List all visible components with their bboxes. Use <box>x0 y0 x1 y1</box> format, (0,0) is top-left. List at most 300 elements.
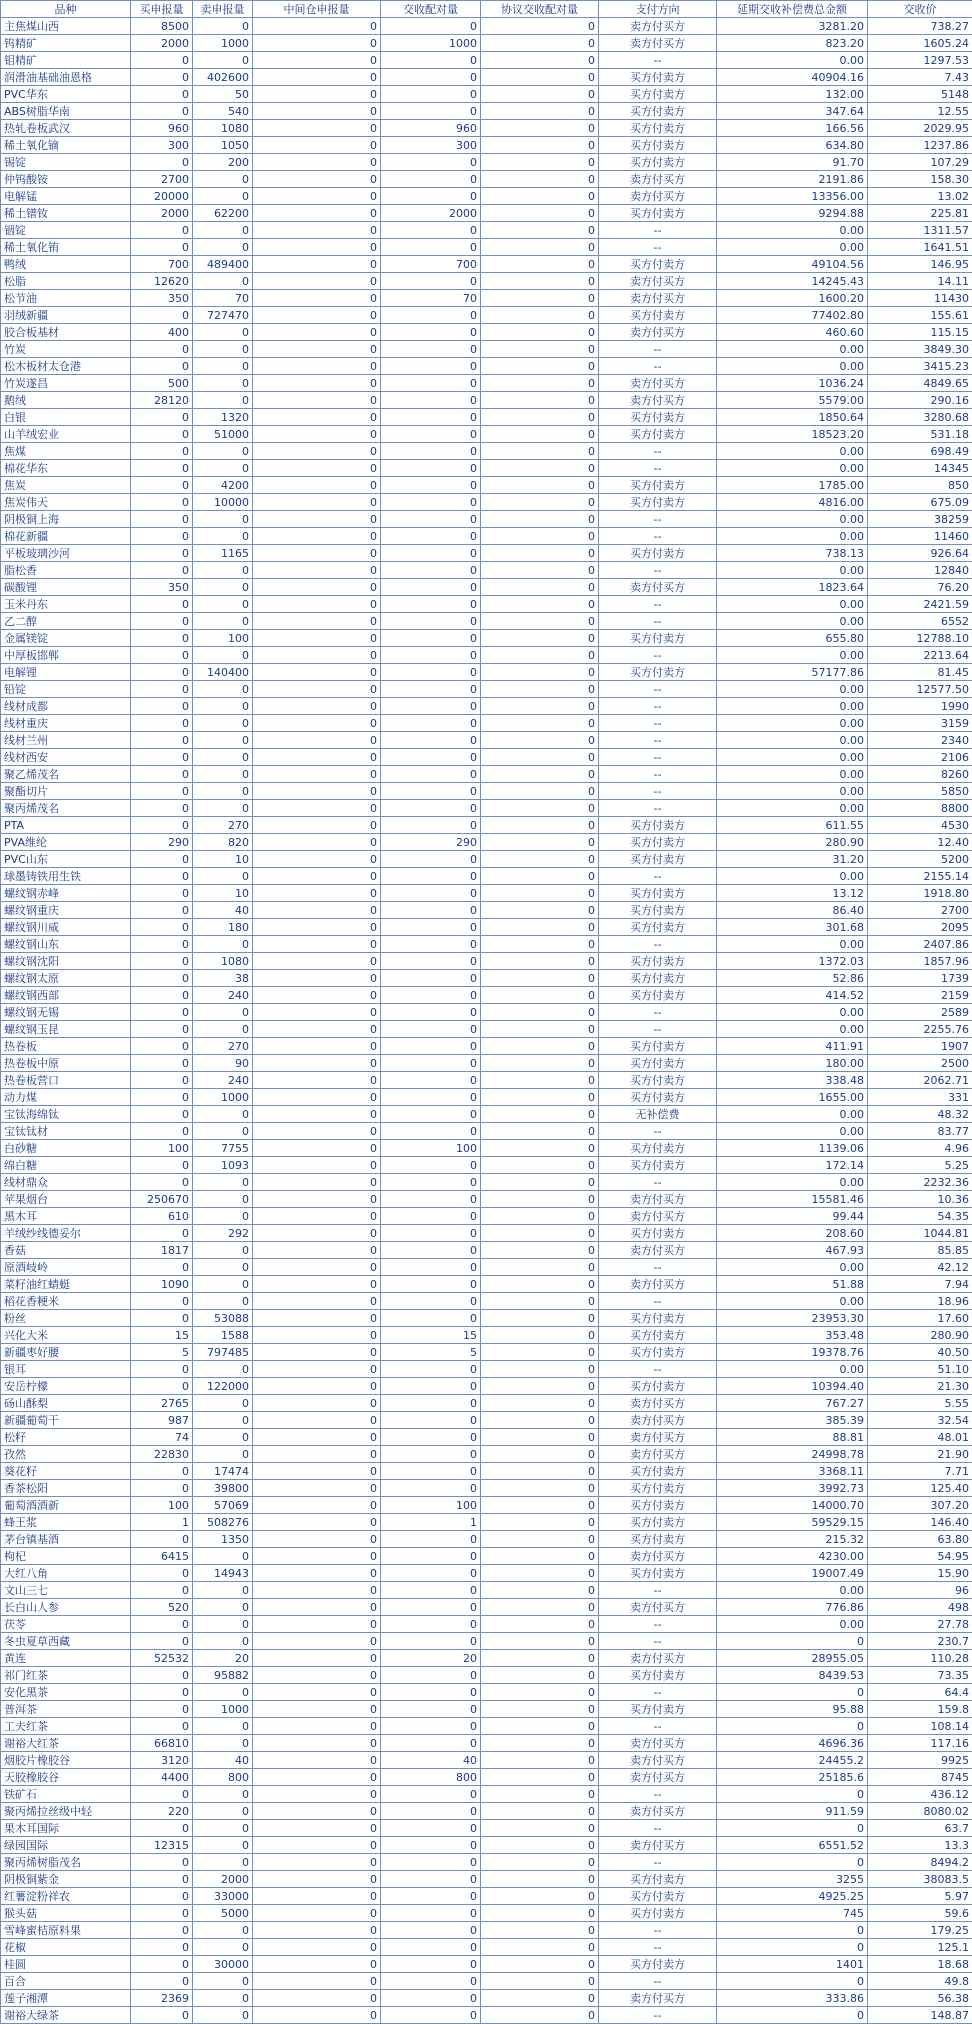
cell-agreement-qty: 0 <box>481 1225 599 1242</box>
cell-settlement-price: 531.18 <box>868 426 972 443</box>
cell-mid-qty: 0 <box>253 970 381 987</box>
cell-sell-qty: 0 <box>193 1208 253 1225</box>
cell-agreement-qty: 0 <box>481 1038 599 1055</box>
cell-compensation-total: 0 <box>717 1854 868 1871</box>
cell-settlement-price: 146.40 <box>868 1514 972 1531</box>
cell-pay-direction: 买方付卖方 <box>599 1344 717 1361</box>
cell-agreement-qty: 0 <box>481 1684 599 1701</box>
cell-buy-qty: 2765 <box>131 1395 193 1412</box>
cell-agreement-qty: 0 <box>481 460 599 477</box>
cell-sell-qty: 10000 <box>193 494 253 511</box>
cell-agreement-qty: 0 <box>481 851 599 868</box>
cell-buy-qty: 5 <box>131 1344 193 1361</box>
cell-buy-qty: 0 <box>131 1684 193 1701</box>
cell-pay-direction: 买方付卖方 <box>599 987 717 1004</box>
cell-pay-direction: -- <box>599 1021 717 1038</box>
cell-match-qty: 0 <box>381 1905 481 1922</box>
cell-match-qty: 0 <box>381 1548 481 1565</box>
cell-pay-direction: -- <box>599 2007 717 2024</box>
cell-agreement-qty: 0 <box>481 171 599 188</box>
cell-sell-qty: 240 <box>193 987 253 1004</box>
cell-match-qty: 0 <box>381 1174 481 1191</box>
cell-pay-direction: 卖方付买方 <box>599 579 717 596</box>
cell-agreement-qty: 0 <box>481 137 599 154</box>
cell-pay-direction: 买方付卖方 <box>599 103 717 120</box>
cell-settlement-price: 1907 <box>868 1038 972 1055</box>
cell-settlement-price: 675.09 <box>868 494 972 511</box>
cell-sell-qty: 0 <box>193 562 253 579</box>
cell-compensation-total: 0.00 <box>717 1582 868 1599</box>
cell-variety: 中厚板邯郸 <box>1 647 131 664</box>
cell-match-qty: 0 <box>381 426 481 443</box>
cell-agreement-qty: 0 <box>481 528 599 545</box>
cell-pay-direction: 买方付卖方 <box>599 137 717 154</box>
cell-sell-qty: 33000 <box>193 1888 253 1905</box>
cell-variety: 松节油 <box>1 290 131 307</box>
cell-buy-qty: 0 <box>131 732 193 749</box>
cell-buy-qty: 0 <box>131 222 193 239</box>
cell-agreement-qty: 0 <box>481 647 599 664</box>
cell-settlement-price: 125.40 <box>868 1480 972 1497</box>
cell-settlement-price: 18.68 <box>868 1956 972 1973</box>
cell-settlement-price: 117.16 <box>868 1735 972 1752</box>
table-row <box>1 1276 972 1293</box>
cell-compensation-total: 738.13 <box>717 545 868 562</box>
cell-match-qty: 0 <box>381 2007 481 2024</box>
table-row <box>1 1021 972 1038</box>
table-body <box>1 18 972 2024</box>
cell-compensation-total: 347.64 <box>717 103 868 120</box>
table-row <box>1 1225 972 1242</box>
table-row <box>1 1412 972 1429</box>
cell-mid-qty: 0 <box>253 1378 381 1395</box>
cell-variety: 砀山酥梨 <box>1 1395 131 1412</box>
cell-buy-qty: 400 <box>131 324 193 341</box>
cell-pay-direction: 卖方付买方 <box>599 1191 717 1208</box>
cell-settlement-price: 85.85 <box>868 1242 972 1259</box>
cell-pay-direction: 买方付卖方 <box>599 1480 717 1497</box>
table-row <box>1 1973 972 1990</box>
cell-match-qty: 0 <box>381 1429 481 1446</box>
cell-match-qty: 290 <box>381 834 481 851</box>
table-row <box>1 885 972 902</box>
cell-match-qty: 0 <box>381 222 481 239</box>
cell-variety: 电解锂 <box>1 664 131 681</box>
cell-variety: 螺纹钢沈阳 <box>1 953 131 970</box>
cell-variety: 线材西安 <box>1 749 131 766</box>
cell-agreement-qty: 0 <box>481 154 599 171</box>
cell-variety: 原酒岐岭 <box>1 1259 131 1276</box>
cell-buy-qty: 0 <box>131 86 193 103</box>
cell-buy-qty: 0 <box>131 1310 193 1327</box>
cell-variety: 螺纹钢重庆 <box>1 902 131 919</box>
cell-sell-qty: 0 <box>193 1191 253 1208</box>
cell-agreement-qty: 0 <box>481 273 599 290</box>
cell-sell-qty: 0 <box>193 1837 253 1854</box>
cell-mid-qty: 0 <box>253 1752 381 1769</box>
table-row <box>1 137 972 154</box>
cell-buy-qty: 12315 <box>131 1837 193 1854</box>
cell-variety: 螺纹钢川威 <box>1 919 131 936</box>
cell-settlement-price: 14345 <box>868 460 972 477</box>
cell-buy-qty: 0 <box>131 1293 193 1310</box>
cell-match-qty: 0 <box>381 358 481 375</box>
cell-agreement-qty: 0 <box>481 698 599 715</box>
cell-pay-direction: -- <box>599 443 717 460</box>
cell-settlement-price: 179.25 <box>868 1922 972 1939</box>
cell-buy-qty: 0 <box>131 1820 193 1837</box>
cell-buy-qty: 6415 <box>131 1548 193 1565</box>
cell-variety: 桂圆 <box>1 1956 131 1973</box>
cell-pay-direction: 买方付卖方 <box>599 1956 717 1973</box>
cell-agreement-qty: 0 <box>481 1803 599 1820</box>
cell-settlement-price: 1990 <box>868 698 972 715</box>
table-row <box>1 1361 972 1378</box>
cell-compensation-total: 0.00 <box>717 341 868 358</box>
cell-mid-qty: 0 <box>253 936 381 953</box>
cell-pay-direction: 卖方付买方 <box>599 273 717 290</box>
cell-match-qty: 0 <box>381 1276 481 1293</box>
cell-agreement-qty: 0 <box>481 256 599 273</box>
cell-compensation-total: 0.00 <box>717 52 868 69</box>
cell-match-qty: 0 <box>381 341 481 358</box>
cell-compensation-total: 8439.53 <box>717 1667 868 1684</box>
cell-buy-qty: 0 <box>131 1463 193 1480</box>
cell-settlement-price: 2159 <box>868 987 972 1004</box>
cell-variety: 竹炭 <box>1 341 131 358</box>
cell-variety: 绵白糖 <box>1 1157 131 1174</box>
cell-pay-direction: -- <box>599 800 717 817</box>
cell-settlement-price: 926.64 <box>868 545 972 562</box>
col-header-pay-direction: 支付方向 <box>599 1 717 18</box>
cell-sell-qty: 40 <box>193 1752 253 1769</box>
cell-pay-direction: 卖方付买方 <box>599 1599 717 1616</box>
cell-match-qty: 0 <box>381 494 481 511</box>
cell-pay-direction: -- <box>599 222 717 239</box>
cell-settlement-price: 2700 <box>868 902 972 919</box>
cell-variety: 热卷板营口 <box>1 1072 131 1089</box>
cell-match-qty: 0 <box>381 1973 481 1990</box>
cell-mid-qty: 0 <box>253 154 381 171</box>
cell-match-qty: 0 <box>381 1055 481 1072</box>
cell-buy-qty: 0 <box>131 426 193 443</box>
cell-compensation-total: 467.93 <box>717 1242 868 1259</box>
cell-compensation-total: 0.00 <box>717 443 868 460</box>
cell-pay-direction: -- <box>599 681 717 698</box>
cell-buy-qty: 290 <box>131 834 193 851</box>
cell-variety: 聚丙烯茂名 <box>1 800 131 817</box>
table-row <box>1 1922 972 1939</box>
table-row <box>1 800 972 817</box>
cell-agreement-qty: 0 <box>481 868 599 885</box>
cell-mid-qty: 0 <box>253 1242 381 1259</box>
cell-mid-qty: 0 <box>253 1225 381 1242</box>
cell-sell-qty: 0 <box>193 1616 253 1633</box>
cell-sell-qty: 0 <box>193 1259 253 1276</box>
table-row <box>1 1327 972 1344</box>
cell-match-qty: 0 <box>381 1582 481 1599</box>
cell-settlement-price: 125.1 <box>868 1939 972 1956</box>
table-row <box>1 1072 972 1089</box>
cell-match-qty: 800 <box>381 1769 481 1786</box>
cell-buy-qty: 2369 <box>131 1990 193 2007</box>
cell-agreement-qty: 0 <box>481 1752 599 1769</box>
cell-settlement-price: 1237.86 <box>868 137 972 154</box>
cell-settlement-price: 2232.36 <box>868 1174 972 1191</box>
cell-match-qty: 0 <box>381 18 481 35</box>
cell-match-qty: 0 <box>381 953 481 970</box>
cell-settlement-price: 12788.10 <box>868 630 972 647</box>
cell-match-qty: 0 <box>381 579 481 596</box>
cell-settlement-price: 56.38 <box>868 1990 972 2007</box>
cell-variety: 松木板材太仓港 <box>1 358 131 375</box>
cell-variety: 红薯淀粉祥农 <box>1 1888 131 1905</box>
cell-mid-qty: 0 <box>253 1735 381 1752</box>
cell-variety: 焦煤 <box>1 443 131 460</box>
cell-mid-qty: 0 <box>253 1820 381 1837</box>
col-header-agreement-qty: 协议交收配对量 <box>481 1 599 18</box>
table-row <box>1 1735 972 1752</box>
cell-sell-qty: 0 <box>193 1293 253 1310</box>
cell-mid-qty: 0 <box>253 1667 381 1684</box>
cell-pay-direction: 买方付卖方 <box>599 834 717 851</box>
cell-buy-qty: 0 <box>131 902 193 919</box>
cell-sell-qty: 0 <box>193 443 253 460</box>
cell-agreement-qty: 0 <box>481 953 599 970</box>
cell-agreement-qty: 0 <box>481 1888 599 1905</box>
cell-agreement-qty: 0 <box>481 919 599 936</box>
cell-pay-direction: 卖方付买方 <box>599 1412 717 1429</box>
cell-mid-qty: 0 <box>253 341 381 358</box>
cell-variety: PVA维纶 <box>1 834 131 851</box>
cell-sell-qty: 727470 <box>193 307 253 324</box>
cell-match-qty: 0 <box>381 1191 481 1208</box>
cell-compensation-total: 132.00 <box>717 86 868 103</box>
cell-compensation-total: 385.39 <box>717 1412 868 1429</box>
cell-agreement-qty: 0 <box>481 1259 599 1276</box>
cell-match-qty: 0 <box>381 1242 481 1259</box>
cell-match-qty: 0 <box>381 1735 481 1752</box>
cell-match-qty: 0 <box>381 936 481 953</box>
cell-sell-qty: 10 <box>193 851 253 868</box>
cell-pay-direction: 买方付卖方 <box>599 1888 717 1905</box>
cell-sell-qty: 0 <box>193 1820 253 1837</box>
cell-match-qty: 0 <box>381 1803 481 1820</box>
cell-buy-qty: 0 <box>131 1939 193 1956</box>
cell-compensation-total: 1600.20 <box>717 290 868 307</box>
cell-variety: 葡萄酒酒新 <box>1 1497 131 1514</box>
cell-compensation-total: 5579.00 <box>717 392 868 409</box>
table-row <box>1 443 972 460</box>
cell-variety: 润滑油基础油恩格 <box>1 69 131 86</box>
cell-buy-qty: 2700 <box>131 171 193 188</box>
cell-sell-qty: 0 <box>193 1973 253 1990</box>
cell-agreement-qty: 0 <box>481 579 599 596</box>
cell-variety: 绿园国际 <box>1 1837 131 1854</box>
cell-mid-qty: 0 <box>253 1990 381 2007</box>
cell-match-qty: 0 <box>381 664 481 681</box>
cell-match-qty: 0 <box>381 1565 481 1582</box>
cell-mid-qty: 0 <box>253 256 381 273</box>
cell-mid-qty: 0 <box>253 443 381 460</box>
cell-settlement-price: 15.90 <box>868 1565 972 1582</box>
cell-agreement-qty: 0 <box>481 324 599 341</box>
cell-match-qty: 0 <box>381 1956 481 1973</box>
cell-match-qty: 0 <box>381 1701 481 1718</box>
table-row <box>1 511 972 528</box>
cell-settlement-price: 4530 <box>868 817 972 834</box>
cell-match-qty: 0 <box>381 817 481 834</box>
table-row <box>1 120 972 137</box>
cell-compensation-total: 3992.73 <box>717 1480 868 1497</box>
table-row <box>1 1548 972 1565</box>
table-row <box>1 562 972 579</box>
cell-match-qty: 15 <box>381 1327 481 1344</box>
cell-mid-qty: 0 <box>253 1973 381 1990</box>
cell-mid-qty: 0 <box>253 1548 381 1565</box>
cell-settlement-price: 8080.02 <box>868 1803 972 1820</box>
cell-match-qty: 0 <box>381 528 481 545</box>
cell-settlement-price: 8260 <box>868 766 972 783</box>
cell-agreement-qty: 0 <box>481 1786 599 1803</box>
cell-buy-qty: 8500 <box>131 18 193 35</box>
table-row <box>1 1514 972 1531</box>
table-row <box>1 205 972 222</box>
cell-settlement-price: 7.43 <box>868 69 972 86</box>
cell-variety: 平板玻璃沙河 <box>1 545 131 562</box>
cell-settlement-price: 9925 <box>868 1752 972 1769</box>
cell-sell-qty: 0 <box>193 596 253 613</box>
table-row <box>1 1038 972 1055</box>
cell-match-qty: 0 <box>381 1021 481 1038</box>
cell-settlement-price: 2062.71 <box>868 1072 972 1089</box>
cell-compensation-total: 6551.52 <box>717 1837 868 1854</box>
table-row <box>1 919 972 936</box>
cell-pay-direction: 买方付卖方 <box>599 1038 717 1055</box>
cell-agreement-qty: 0 <box>481 1106 599 1123</box>
cell-mid-qty: 0 <box>253 239 381 256</box>
cell-sell-qty: 1050 <box>193 137 253 154</box>
cell-sell-qty: 122000 <box>193 1378 253 1395</box>
cell-sell-qty: 0 <box>193 528 253 545</box>
cell-match-qty: 0 <box>381 1208 481 1225</box>
cell-compensation-total: 52.86 <box>717 970 868 987</box>
cell-agreement-qty: 0 <box>481 1837 599 1854</box>
cell-mid-qty: 0 <box>253 494 381 511</box>
cell-mid-qty: 0 <box>253 987 381 1004</box>
cell-variety: 谢裕大绿茶 <box>1 2007 131 2024</box>
cell-pay-direction: 买方付卖方 <box>599 1565 717 1582</box>
cell-variety: 钼精矿 <box>1 52 131 69</box>
cell-mid-qty: 0 <box>253 137 381 154</box>
cell-pay-direction: -- <box>599 1582 717 1599</box>
cell-mid-qty: 0 <box>253 1293 381 1310</box>
cell-match-qty: 0 <box>381 749 481 766</box>
cell-compensation-total: 1036.24 <box>717 375 868 392</box>
cell-buy-qty: 250670 <box>131 1191 193 1208</box>
cell-buy-qty: 300 <box>131 137 193 154</box>
cell-compensation-total: 0 <box>717 1922 868 1939</box>
table-row <box>1 1667 972 1684</box>
cell-compensation-total: 59529.15 <box>717 1514 868 1531</box>
cell-variety: 铁矿石 <box>1 1786 131 1803</box>
cell-compensation-total: 823.20 <box>717 35 868 52</box>
cell-buy-qty: 0 <box>131 919 193 936</box>
cell-match-qty: 0 <box>381 851 481 868</box>
table-row <box>1 2007 972 2024</box>
cell-buy-qty: 610 <box>131 1208 193 1225</box>
cell-compensation-total: 0.00 <box>717 732 868 749</box>
table-row <box>1 851 972 868</box>
cell-pay-direction: -- <box>599 1123 717 1140</box>
table-row <box>1 1684 972 1701</box>
cell-pay-direction: -- <box>599 460 717 477</box>
cell-settlement-price: 225.81 <box>868 205 972 222</box>
cell-agreement-qty: 0 <box>481 1497 599 1514</box>
cell-match-qty: 0 <box>381 647 481 664</box>
cell-agreement-qty: 0 <box>481 426 599 443</box>
cell-settlement-price: 230.7 <box>868 1633 972 1650</box>
cell-sell-qty: 0 <box>193 800 253 817</box>
cell-buy-qty: 0 <box>131 749 193 766</box>
cell-buy-qty: 700 <box>131 256 193 273</box>
cell-mid-qty: 0 <box>253 1718 381 1735</box>
cell-compensation-total: 13.12 <box>717 885 868 902</box>
table-row <box>1 324 972 341</box>
cell-sell-qty: 140400 <box>193 664 253 681</box>
cell-pay-direction: -- <box>599 1922 717 1939</box>
cell-pay-direction: 卖方付买方 <box>599 188 717 205</box>
cell-agreement-qty: 0 <box>481 1820 599 1837</box>
cell-match-qty: 0 <box>381 1633 481 1650</box>
cell-match-qty: 0 <box>381 1616 481 1633</box>
cell-compensation-total: 28955.05 <box>717 1650 868 1667</box>
col-header-compensation-total: 延期交收补偿费总金额 <box>717 1 868 18</box>
cell-compensation-total: 15581.46 <box>717 1191 868 1208</box>
cell-compensation-total: 0.00 <box>717 1004 868 1021</box>
cell-compensation-total: 19378.76 <box>717 1344 868 1361</box>
cell-mid-qty: 0 <box>253 86 381 103</box>
cell-variety: 菜籽油红蜻蜓 <box>1 1276 131 1293</box>
cell-mid-qty: 0 <box>253 698 381 715</box>
cell-settlement-price: 32.54 <box>868 1412 972 1429</box>
cell-pay-direction: 买方付卖方 <box>599 902 717 919</box>
cell-variety: 宝钛钛材 <box>1 1123 131 1140</box>
cell-buy-qty: 1817 <box>131 1242 193 1259</box>
cell-settlement-price: 63.80 <box>868 1531 972 1548</box>
cell-compensation-total: 4696.36 <box>717 1735 868 1752</box>
cell-compensation-total: 51.88 <box>717 1276 868 1293</box>
cell-compensation-total: 0.00 <box>717 1106 868 1123</box>
cell-buy-qty: 0 <box>131 409 193 426</box>
cell-settlement-price: 1605.24 <box>868 35 972 52</box>
cell-match-qty: 0 <box>381 885 481 902</box>
table-row <box>1 1157 972 1174</box>
cell-pay-direction: -- <box>599 749 717 766</box>
cell-buy-qty: 0 <box>131 885 193 902</box>
cell-pay-direction: 卖方付买方 <box>599 324 717 341</box>
cell-mid-qty: 0 <box>253 732 381 749</box>
cell-mid-qty: 0 <box>253 1276 381 1293</box>
cell-variety: 乙二醇 <box>1 613 131 630</box>
cell-pay-direction: -- <box>599 766 717 783</box>
cell-pay-direction: 卖方付买方 <box>599 1735 717 1752</box>
cell-mid-qty: 0 <box>253 171 381 188</box>
cell-buy-qty: 0 <box>131 1616 193 1633</box>
cell-pay-direction: 买方付卖方 <box>599 1905 717 1922</box>
cell-buy-qty: 0 <box>131 970 193 987</box>
cell-compensation-total: 95.88 <box>717 1701 868 1718</box>
